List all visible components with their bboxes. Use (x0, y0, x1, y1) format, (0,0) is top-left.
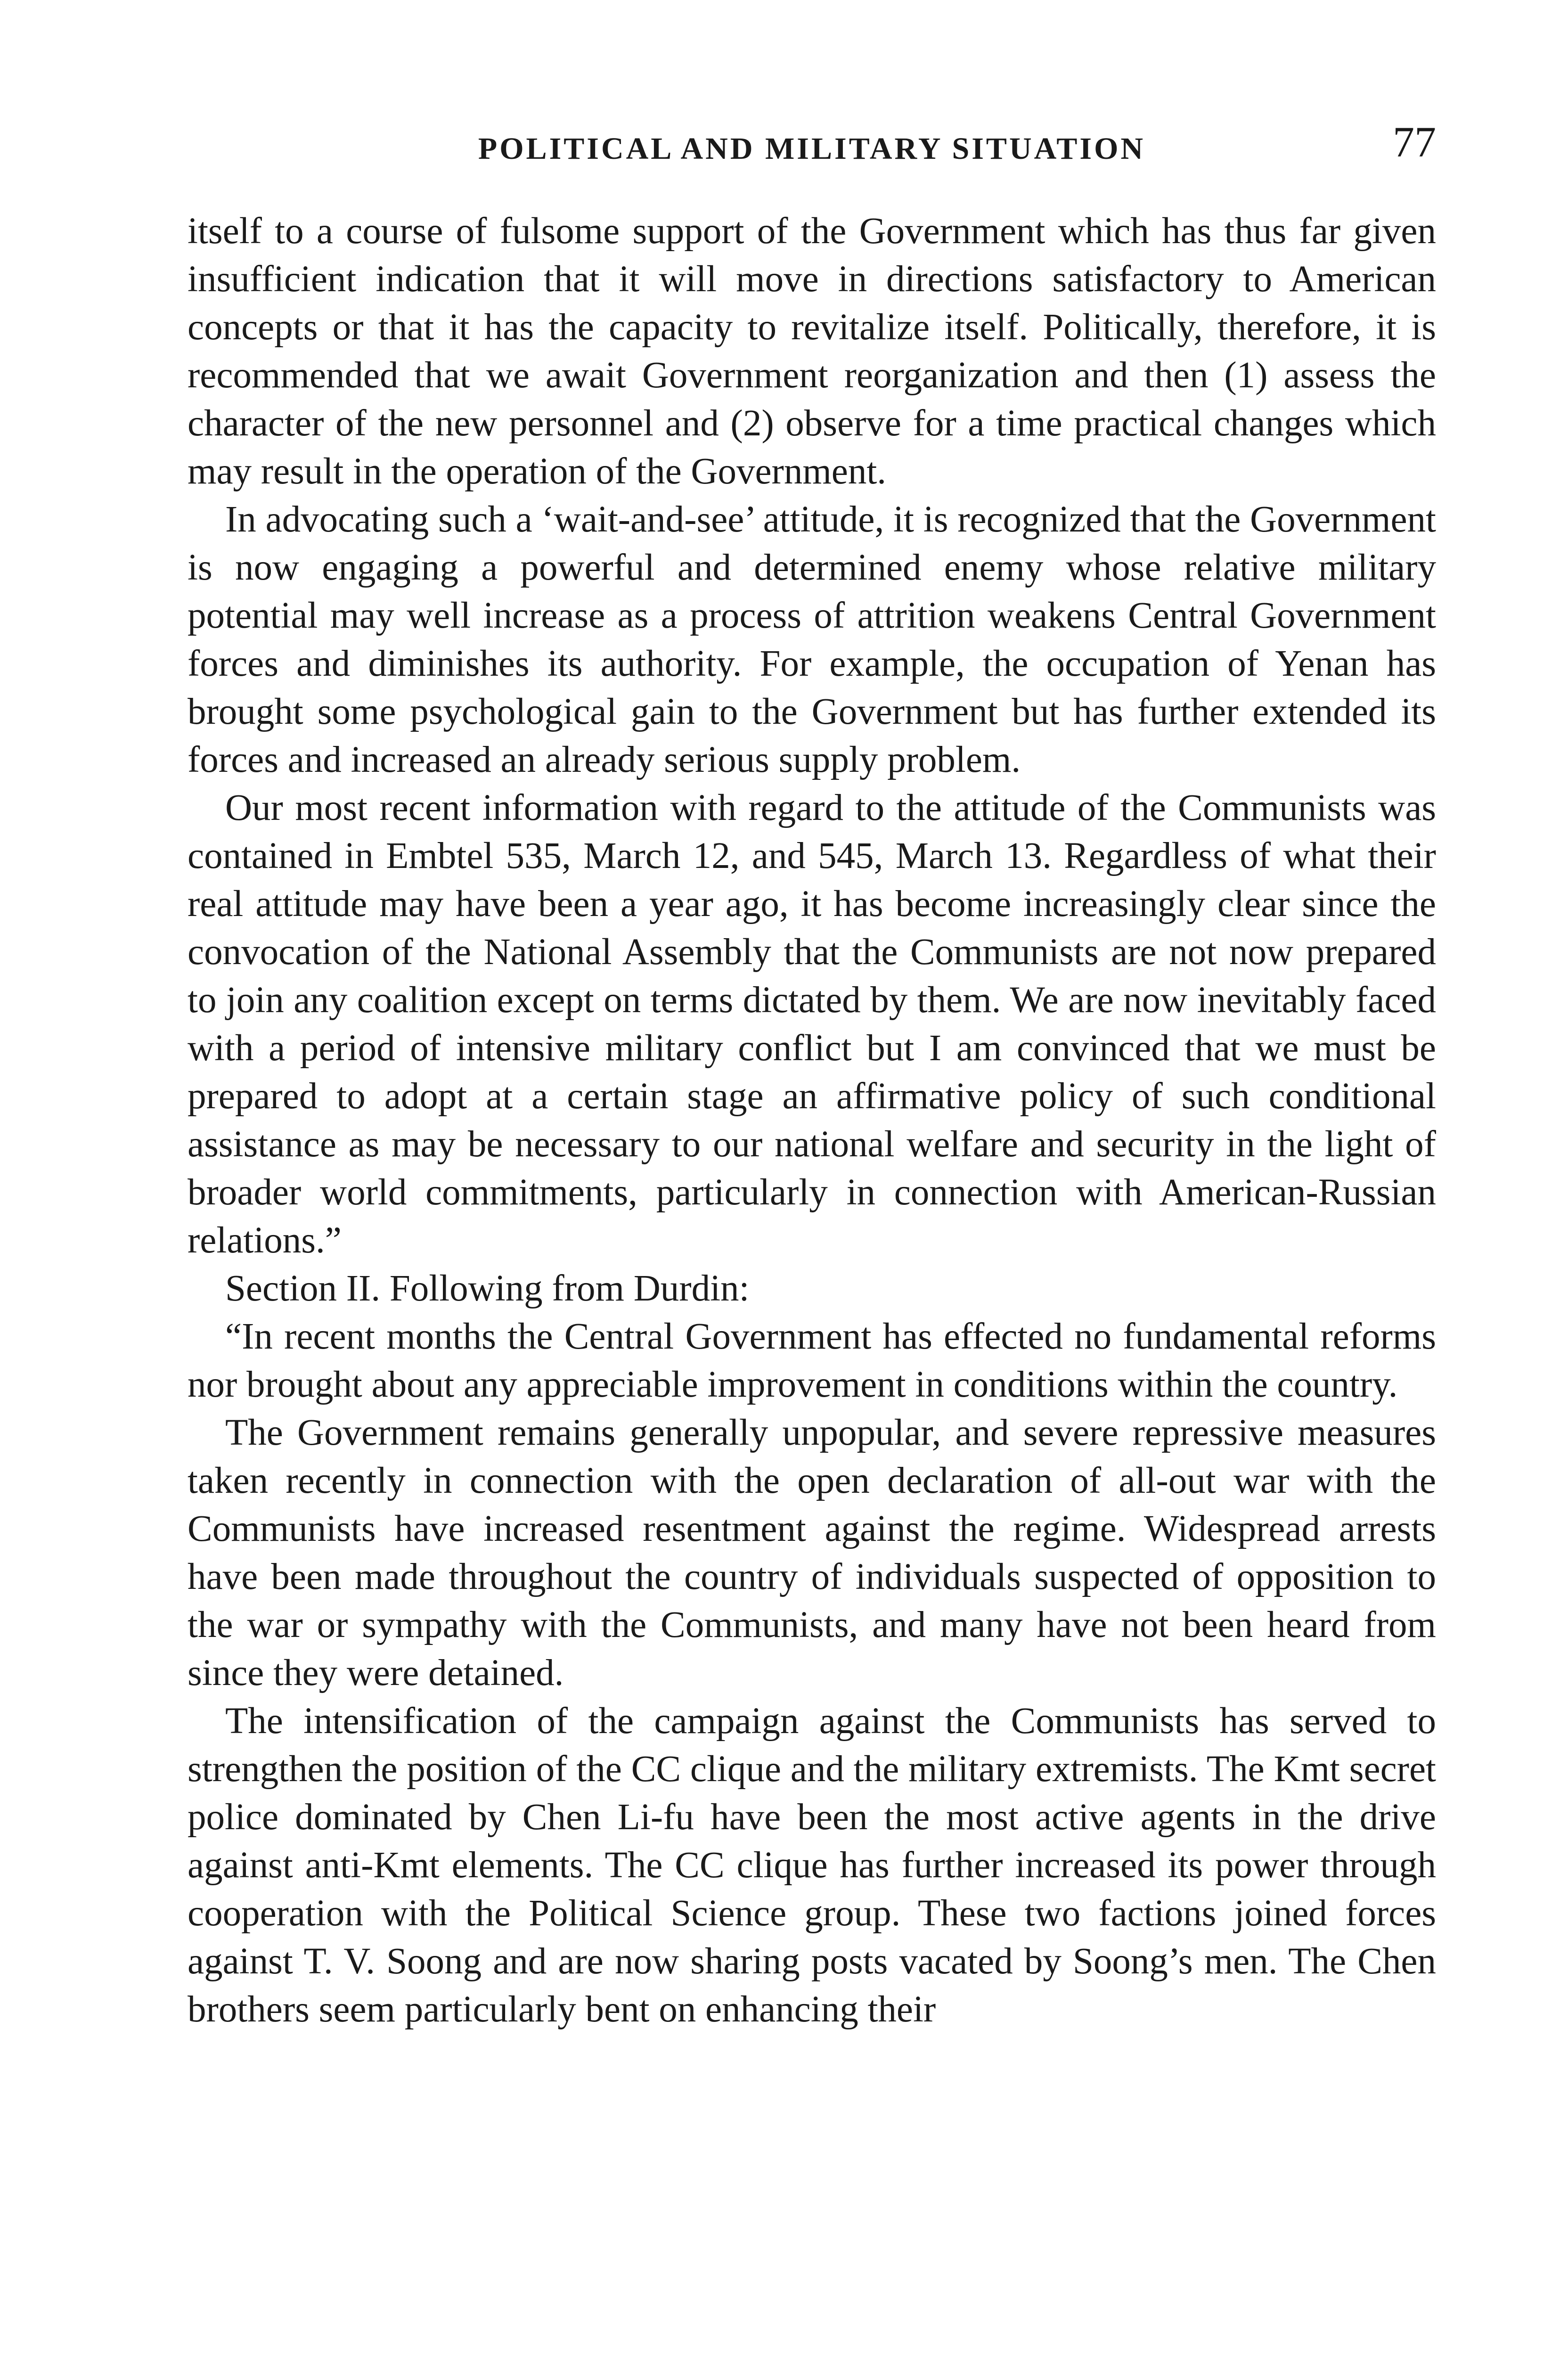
paragraph-section-heading: Section II. Following from Durdin: (225, 1268, 750, 1309)
paragraph-government-unpopular: The Government remains generally unpopular, and severe repressive measures taken recently in connection with the open declaration of all-out war with the Communists have increased resentment against the regime. Widespread arrests have been made throughout the country of individuals suspected of opposition to the war or sympathy with the Communists, and many have not been heard from since they were detained. (188, 1412, 1436, 1693)
body-text (188, 207, 1436, 2034)
paragraph-wait-and-see: In advocating such a ‘wait-and-see’ attitude, it is recognized that the Government is now engaging a powerful and determined enemy whose relative military potential may well increase as a process of attrition weakens Central Government forces and diminishes its authority. For example, the occupation of Yenan has brought some psychological gain to the Government but has further extended its forces and increased an already serious supply problem. (188, 499, 1436, 780)
paragraph-communist-attitude: Our most recent information with regard to the attitude of the Communists was contained in Embtel 535, March 12, and 545, March 13. Regardless of what their real attitude may have been a year ago, it has become increasingly clear since the convocation of the National Assembly that the Communists are not now prepared to join any coalition except on terms dictated by them. We are now inevitably faced with a period of intensive military conflict but I am convinced that we must be prepared to adopt at a certain stage an affirmative policy of such conditional assistance as may be necessary to our national welfare and security in the light of broader world commitments, particularly in connection with American-Russian relations.” (188, 787, 1436, 1261)
paragraph-cc-clique: The intensification of the campaign against the Communists has served to strengthen the position of the CC clique and the military extremists. The Kmt secret police dominated by Chen Li-fu have been the most active agents in the drive against anti-Kmt elements. The CC clique has further increased its power through cooperation with the Political Science group. These two factions joined forces against T. V. Soong and are now sharing posts vacated by Soong’s men. The Chen brothers seem particularly bent on enhancing their (188, 1701, 1436, 2030)
paragraph-durdin-quote-start: “In recent months the Central Government has effected no fundamental reforms nor brought about any appreciable improvement in conditions within the country. (188, 1316, 1436, 1405)
running-title: POLITICAL AND MILITARY SITUATION (478, 131, 1146, 166)
page-number: 77 (1393, 118, 1436, 166)
paragraph-continuation: itself to a course of fulsome support of the Government which has thus far given insufficient indication that it will move in directions satisfactory to American concepts or that it has the capacity to revitalize itself. Politically, therefore, it is recommended that we await Government reorganization and then (1) assess the character of the new personnel and (2) observe for a time practical changes which may result in the operation of the Government. (188, 211, 1436, 492)
running-head (188, 117, 1436, 169)
